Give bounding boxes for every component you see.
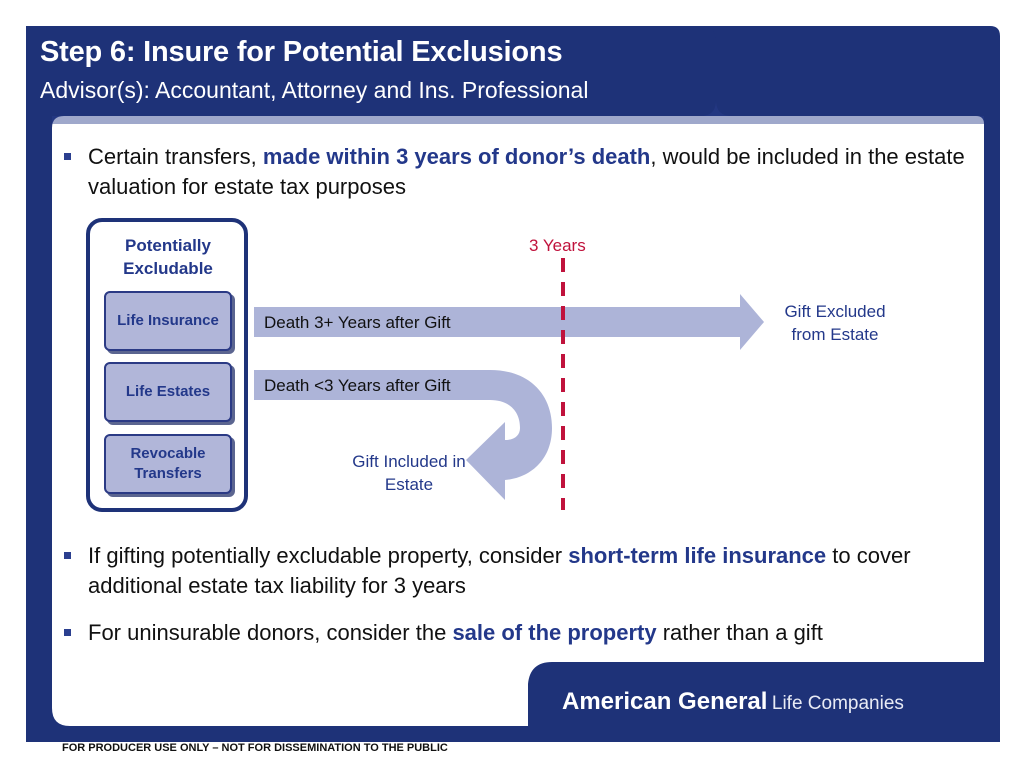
- bullet-text-plain: If gifting potentially excludable property, consider: [88, 543, 569, 568]
- threshold-label: 3 Years: [529, 236, 586, 255]
- item-revocable-transfers: [104, 434, 232, 494]
- item-life-insurance: [104, 291, 232, 351]
- outcome-excluded: Gift Excluded from Estate: [784, 302, 886, 344]
- bullet-item-life-insurance: [64, 541, 974, 601]
- bullet-item-sale: [64, 618, 974, 648]
- arrow-top-label: Death 3+ Years after Gift: [264, 313, 451, 332]
- bullet-text-plain: rather than a gift: [656, 620, 823, 645]
- slide-title: Step 6: Insure for Potential Exclusions: [40, 36, 563, 68]
- logo-bold-text: American General: [562, 688, 768, 715]
- bullet-square-icon: [64, 629, 71, 636]
- bullet-text-plain: , would be included in the estate valuation for estate tax purposes: [88, 144, 965, 199]
- bullet-text-plain: to cover additional estate tax liability for 3 years: [88, 543, 911, 598]
- bullet-text-highlight: made within 3 years of donor’s death: [262, 144, 651, 169]
- arrow-bottom-label: Death <3 Years after Gift: [264, 376, 451, 395]
- footer-disclaimer: FOR PRODUCER USE ONLY – NOT FOR DISSEMINATION TO THE PUBLIC: [62, 742, 448, 754]
- bullet-item-transfers: [64, 142, 974, 202]
- company-logo: [562, 688, 904, 716]
- bullet-text: [88, 142, 974, 202]
- slide-subtitle: Advisor(s): Accountant, Attorney and Ins. Professional: [40, 77, 589, 103]
- bullet-text-plain: Certain transfers,: [88, 144, 263, 169]
- item-label: Life Insurance: [117, 312, 219, 329]
- bullet-text-highlight: sale of the property: [452, 620, 657, 645]
- logo-light-text: Life Companies: [771, 693, 904, 714]
- item-label: Revocable Transfers: [130, 445, 206, 482]
- item-life-estates: [104, 362, 232, 422]
- excludable-title: Potentially Excludable: [123, 236, 213, 278]
- bullet-text: [88, 541, 974, 601]
- bullet-square-icon: [64, 153, 71, 160]
- bullet-square-icon: [64, 552, 71, 559]
- outcome-included: Gift Included in Estate: [352, 452, 466, 494]
- bullet-text-highlight: short-term life insurance: [568, 543, 827, 568]
- item-label: Life Estates: [125, 383, 211, 400]
- bullet-text: [88, 618, 974, 648]
- bullet-text-plain: For uninsurable donors, consider the: [88, 620, 453, 645]
